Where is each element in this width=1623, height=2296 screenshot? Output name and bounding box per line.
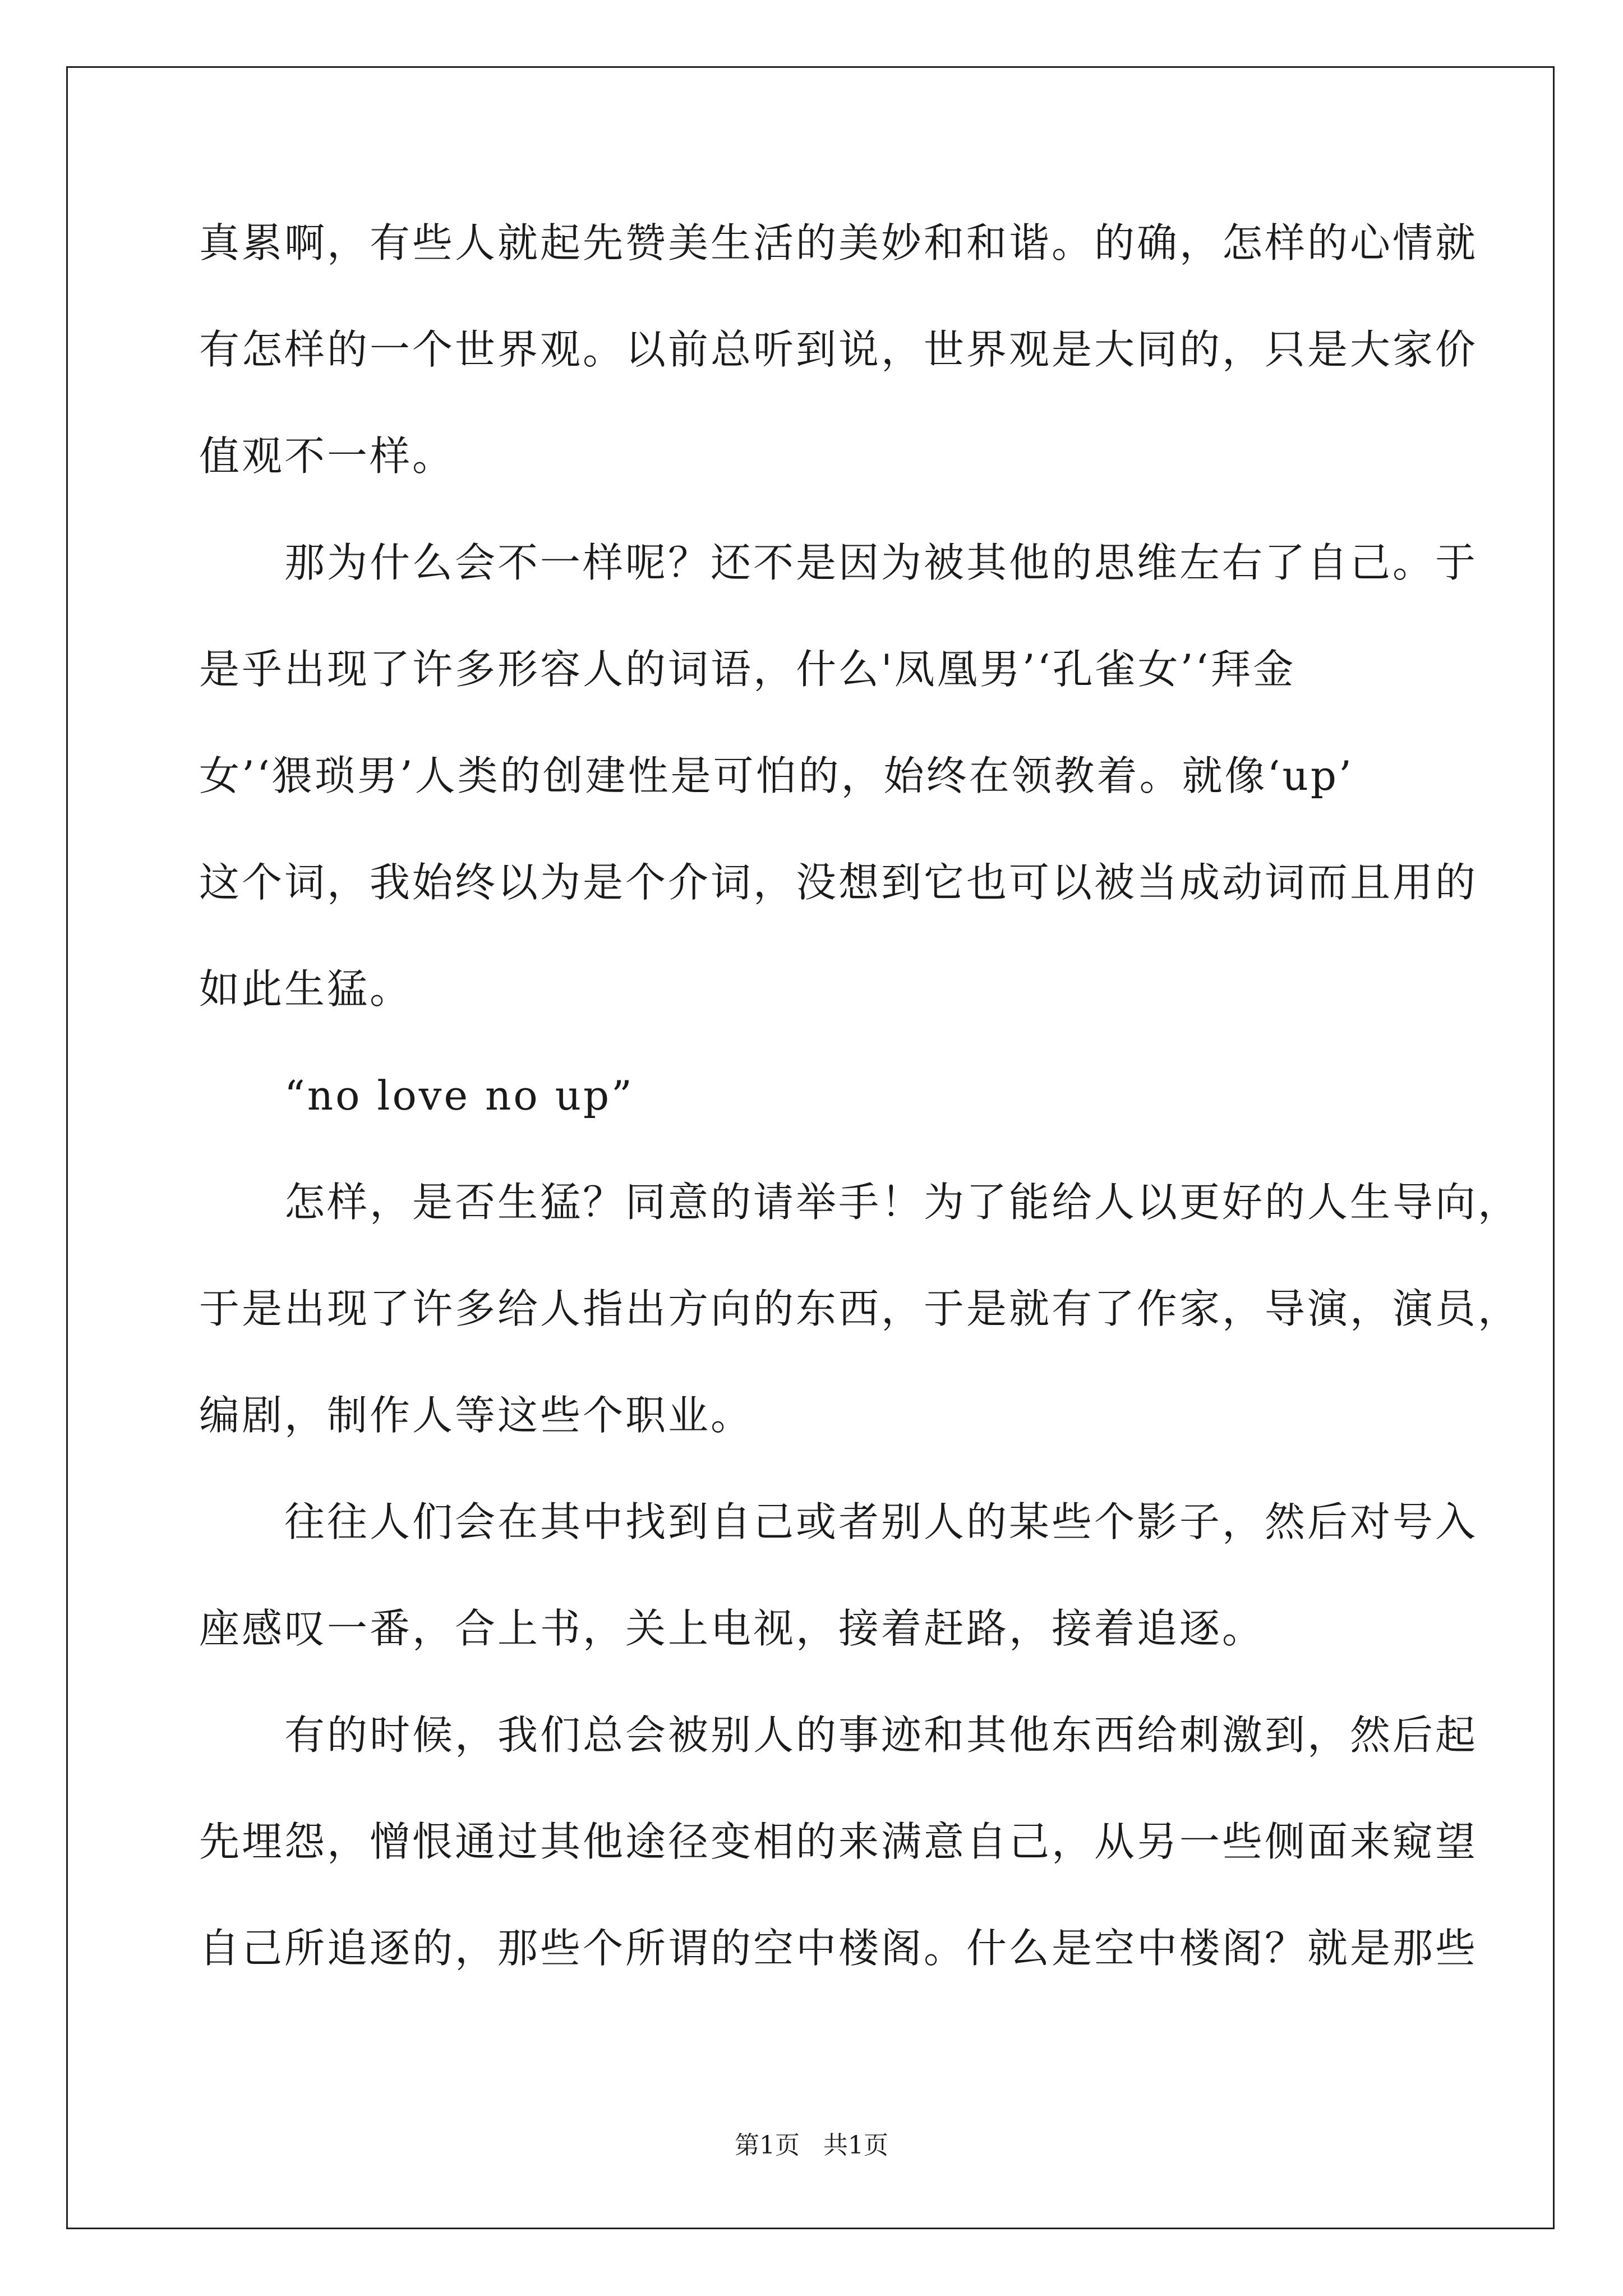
text-line: 有怎样的一个世界观。以前总听到说，世界观是大同的，只是大家价	[199, 326, 1478, 373]
text-line: 编剧，制作人等这些个职业。	[199, 1392, 754, 1439]
text-line: 座感叹一番，合上书，关上电视，接着赶路，接着追逐。	[199, 1605, 1265, 1652]
text-line: 有的时候，我们总会被别人的事迹和其他东西给刺激到，然后起	[199, 1711, 1478, 1759]
text-line: 值观不一样。	[199, 432, 455, 480]
text-line: 自己所追逐的，那些个所谓的空中楼阁。什么是空中楼阁？就是那些	[199, 1925, 1478, 1972]
text-line: 往往人们会在其中找到自己或者别人的某些个影子，然后对号入	[199, 1498, 1478, 1545]
text-line: 那为什么会不一样呢？还不是因为被其他的思维左右了自己。于	[199, 539, 1478, 586]
page-footer: 第1页 共1页	[735, 2131, 888, 2160]
text-line: 于是出现了许多给人指出方向的东西，于是就有了作家，导演，演员，	[199, 1285, 1521, 1332]
page-border	[66, 66, 1555, 2229]
text-line: 先埋怨，憎恨通过其他途径变相的来满意自己，从另一些侧面来窥望	[199, 1818, 1478, 1865]
text-line: 如此生猛。	[199, 965, 413, 1013]
text-line: 女’‘猥琐男’人类的创建性是可怕的，始终在领教着。就像‘up’	[199, 752, 1354, 799]
text-line: 怎样，是否生猛？同意的请举手！为了能给人以更好的人生导向，	[199, 1179, 1521, 1226]
text-line: 是乎出现了许多形容人的词语，什么'凤凰男’‘孔雀女’‘拜金	[199, 646, 1296, 693]
text-line: 真累啊，有些人就起先赞美生活的美妙和和谐。的确，怎样的心情就	[199, 219, 1478, 266]
text-line: 这个词，我始终以为是个介词，没想到它也可以被当成动词而且用的	[199, 859, 1478, 906]
text-line: “no love no up”	[199, 1072, 634, 1119]
